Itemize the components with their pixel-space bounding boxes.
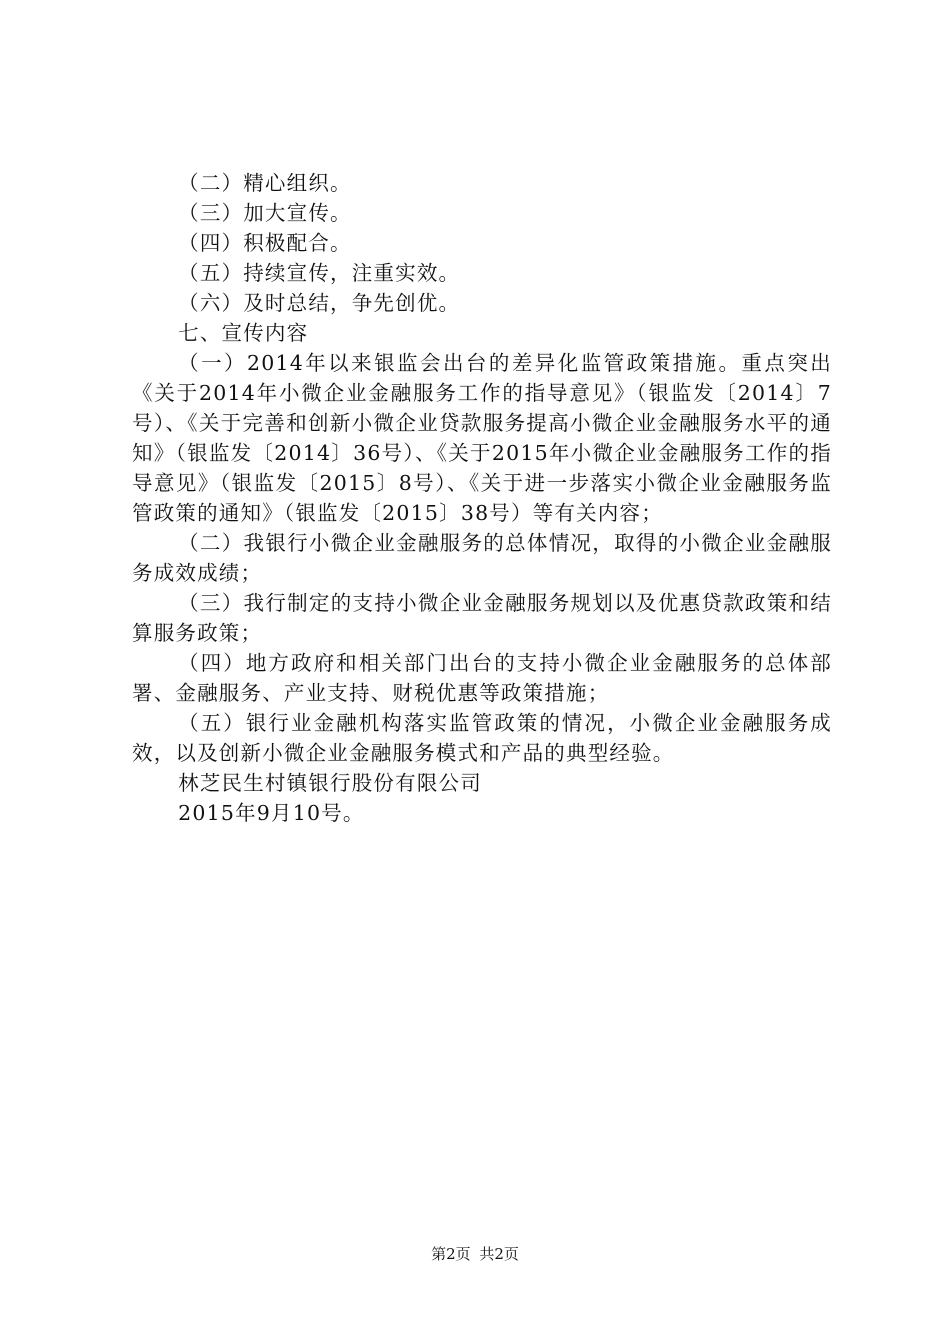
item-four-cooperate: （四）积极配合。 xyxy=(178,231,352,255)
content-item-four: （四）地方政府和相关部门出台的支持小微企业金融服务的总体部署、金融服务、产业支持、财税优惠等政策措施； xyxy=(132,651,832,705)
content-item-two: （二）我银行小微企业金融服务的总体情况，取得的小微企业金融服务成效成绩； xyxy=(132,531,832,585)
content-item-five: （五）银行业金融机构落实监管政策的情况，小微企业金融服务成效，以及创新小微企业金融服务模式和产品的典型经验。 xyxy=(132,711,832,765)
section-heading-seven: 七、宣传内容 xyxy=(178,321,309,345)
content-item-one: （一）2014年以来银监会出台的差异化监管政策措施。重点突出《关于2014年小微企业金融服务工作的指导意见》（银监发〔2014〕7号）、《关于完善和创新小微企业贷款服务提高小微企业金融服务水平的通知》（银监发〔2014〕36号）、《关于2015年小微企业金融服务工作的指导意见》（银监发〔2015〕8号）、《关于进一步落实小微企业金融服务监管政策的通知》（银监发〔2015〕38号）等有关内容； xyxy=(132,351,832,525)
page-number: 第2页 xyxy=(431,1245,471,1263)
signature-date: 2015年9月10号。 xyxy=(178,801,365,825)
document-body xyxy=(132,168,832,828)
item-five-continuous: （五）持续宣传，注重实效。 xyxy=(178,261,461,285)
content-item-three: （三）我行制定的支持小微企业金融服务规划以及优惠贷款政策和结算服务政策； xyxy=(132,591,832,645)
item-two-organize: （二）精心组织。 xyxy=(178,171,352,195)
signature-organization: 林芝民生村镇银行股份有限公司 xyxy=(178,771,482,795)
page-footer xyxy=(0,1244,950,1264)
item-six-summarize: （六）及时总结，争先创优。 xyxy=(178,291,461,315)
page-total: 共2页 xyxy=(479,1245,519,1263)
item-three-publicity: （三）加大宣传。 xyxy=(178,201,352,225)
